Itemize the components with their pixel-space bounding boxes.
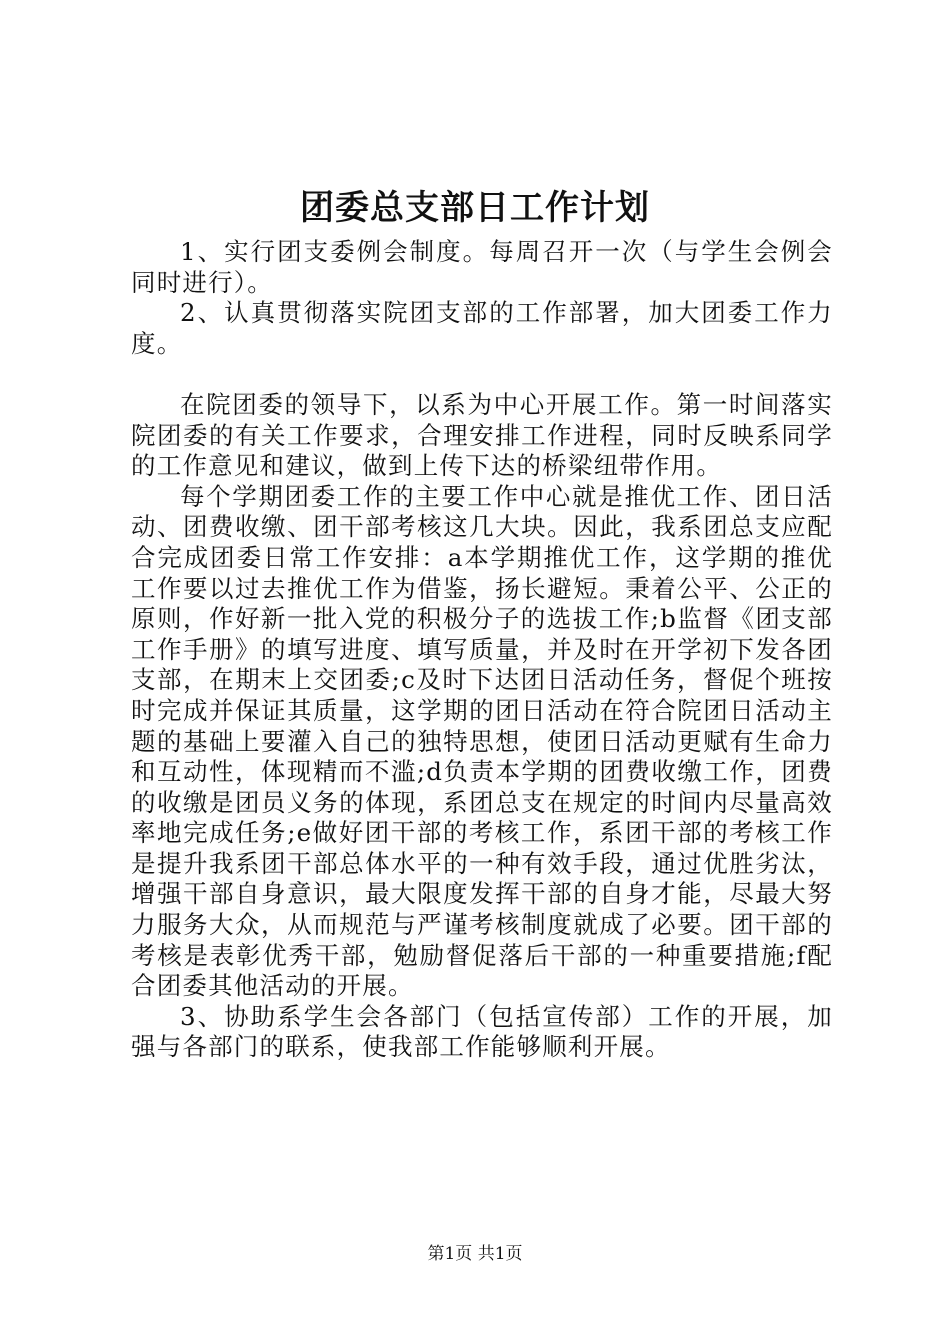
paragraph-semester-work: 每个学期团委工作的主要工作中心就是推优工作、团日活动、团费收缴、团干部考核这几大块。因此，我系团总支应配合完成团委日常工作安排：a本学期推优工作，这学期的推优工作要以过去推优工作为借鉴，扬长避短。秉着公平、公正的原则，作好新一批入党的积极分子的选拔工作;b监督《团支部工作手册》的填写进度、填写质量，并及时在开学初下发各团支部，在期末上交团委;c及时下达团日活动任务，督促个班按时完成并保证其质量，这学期的团日活动在符合院团日活动主题的基础上要灌入自己的独特思想，使团日活动更赋有生命力和互动性，体现精而不滥;d负责本学期的团费收缴工作，团费的收缴是团员义务的体现，系团总支在规定的时间内尽量高效率地完成任务;e做好团干部的考核工作，系团干部的考核工作是提升我系团干部总体水平的一种有效手段，通过优胜劣汰，增强干部自身意识，最大限度发挥干部的自身才能，尽最大努力服务大众，从而规范与严谨考核制度就成了必要。团干部的考核是表彰优秀干部，勉励督促落后干部的一种重要措施;f配合团委其他活动的开展。 [131,481,833,1001]
paragraph-item-3: 3、协助系学生会各部门（包括宣传部）工作的开展，加强与各部门的联系，使我部工作能够顺利开展。 [131,1001,833,1062]
document-title: 团委总支部日工作计划 [300,188,650,228]
paragraph-item-2: 2、认真贯彻落实院团支部的工作部署，加大团委工作力度。 [131,298,833,358]
page-footer: 第1页 共1页 [427,1244,523,1264]
document-body [131,237,833,1063]
paragraph-item-1: 1、实行团支委例会制度。每周召开一次（与学生会例会同时进行）。 [131,237,833,297]
paragraph-leadership: 在院团委的领导下，以系为中心开展工作。第一时间落实院团委的有关工作要求，合理安排工作进程，同时反映系同学的工作意见和建议，做到上传下达的桥梁纽带作用。 [131,389,833,481]
